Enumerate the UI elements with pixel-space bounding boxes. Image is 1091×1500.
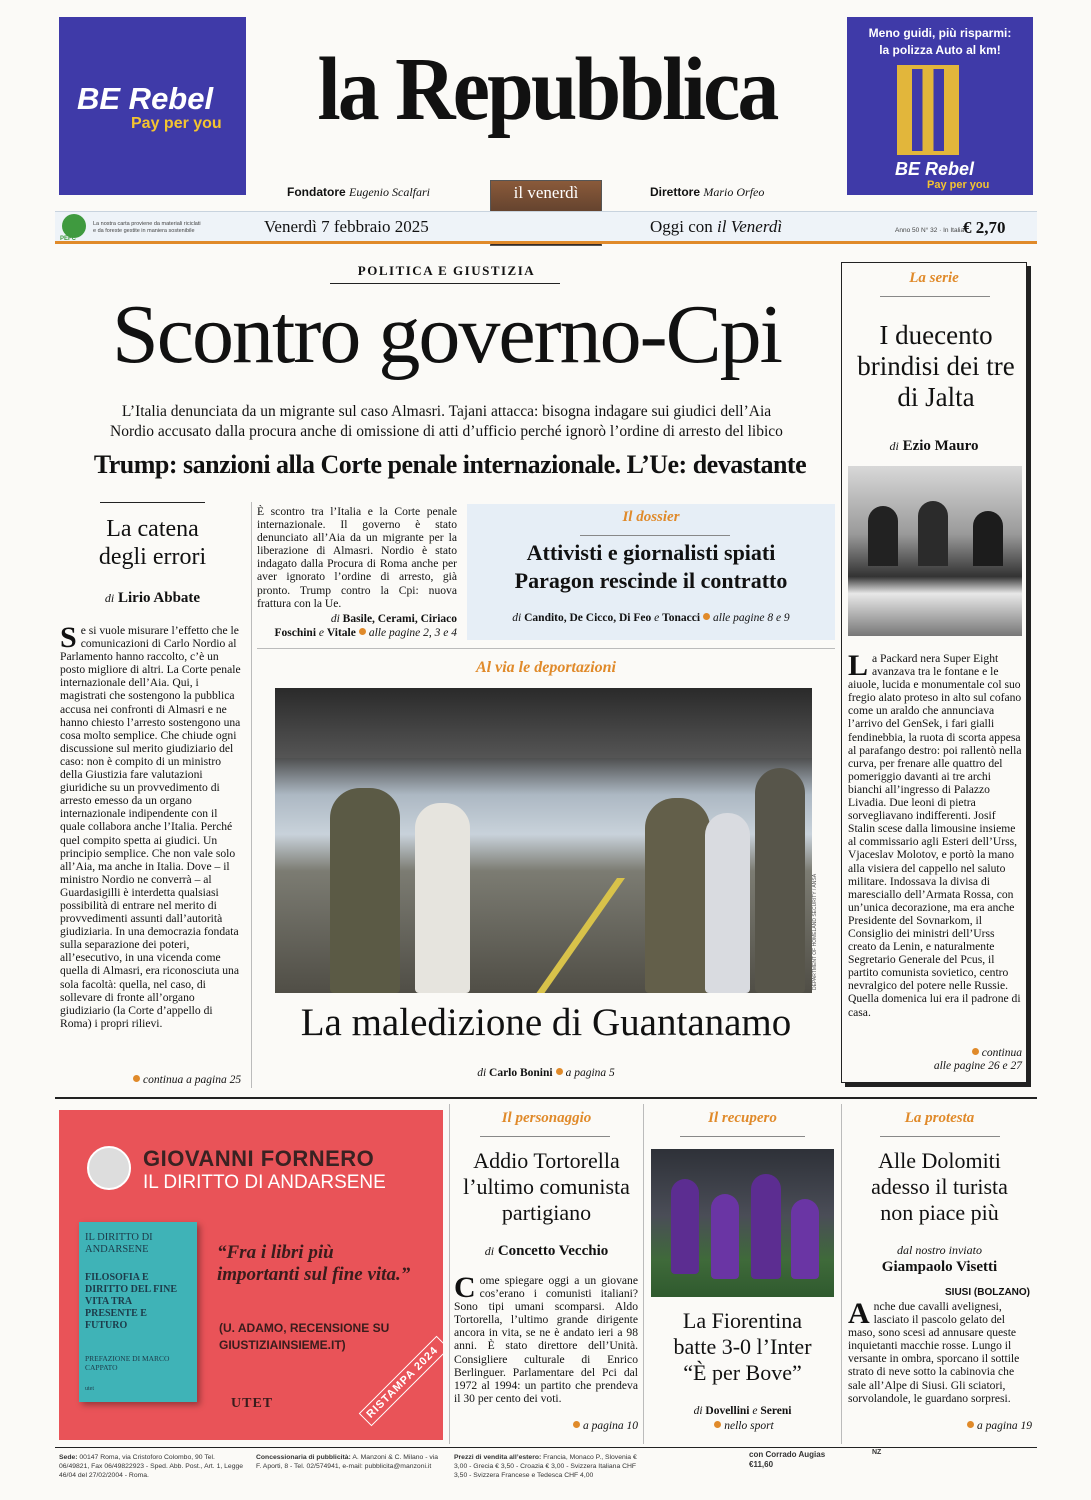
ad-right-line2: la polizza Auto al km! [879,43,1001,57]
book-cover-title: IL DIRITTO DI ANDARSENE [85,1232,153,1255]
book-cover-subtitle: FILOSOFIA E DIRITTO DEL FINE VITA TRA PRESENTE E FUTURO [85,1272,178,1331]
dossier-rule [580,535,730,536]
serie-byline-prefix: di [889,439,899,453]
serie-body [848,649,1022,1019]
player-figure [751,1174,781,1279]
lead-byline [257,612,457,640]
lead-section-rule [330,283,560,284]
footer-combo: con Corrado Augias €11,60 [749,1450,826,1469]
plane-fuselage [275,688,812,758]
catena-continue-text: continua a pagina 25 [143,1074,242,1086]
protesta-kicker: La protesta [904,1110,975,1126]
footer-prezzi [454,1453,644,1480]
recupero-title-3[interactable]: “È per Bove” [683,1360,802,1385]
fiorentina-photo[interactable] [651,1149,834,1297]
lead-byline-prefix: di [330,613,340,625]
dossier-pages[interactable]: alle pagine 8 e 9 [713,612,790,624]
recupero-author-1: Dovellini [705,1405,750,1417]
footer-sede-label: Sede: [59,1454,78,1461]
director-label: Direttore [650,185,701,199]
deport-photo-credit: DEPARTMENT OF HOMELAND SECURITY / ANSA [812,873,818,990]
dossier-kicker: Il dossier [622,509,680,525]
recupero-pages-text: nello sport [724,1420,774,1432]
orange-dot-icon [359,628,366,635]
serie-continue-1: continua [981,1047,1022,1059]
recupero-author-2: Sereni [760,1405,792,1417]
catena-title[interactable]: La catena degli errori [98,516,207,570]
book-cover-preface: PREFAZIONE DI MARCO CAPPATO [85,1354,170,1372]
dossier-byline [467,612,835,624]
ad-right-tagline: Pay per you [927,179,990,191]
book-cover [79,1222,197,1402]
catena-top-rule [100,502,205,503]
pefc-icon [62,214,86,238]
supplement-line [650,217,782,237]
lead-byline-2b: Vitale [326,627,356,639]
catena-byline [55,590,250,607]
ad-right-brand: BE Rebel [895,159,975,179]
book-ad[interactable] [59,1110,443,1440]
pefc-label: PEFC [60,236,77,242]
personaggio-dropcap: C [454,1271,476,1304]
footer-code: NZ [872,1449,882,1456]
director-name: Mario Orfeo [703,185,765,199]
personaggio-body-text: ome spiegare oggi a un giovane cos’erano i comunisti italiani? Sono tipi umani scomparsi. Aldo Tortorella, l’ultimo grande dirigente ancora in vita, se ne è andato ieri a 98 anni. È stato direttore dell’Unità. Consigliere culturale di Enrico Berlinguer. Parlamentare del Pci dal 1972 al 1994: un partito che prendeva il 30 per cento dei voti. [454,1274,638,1405]
recupero-author-e: e [752,1405,758,1417]
orange-dot-icon [573,1421,580,1428]
deportee-figure [415,803,470,993]
dossier-authors-e: e [654,612,660,624]
catena-byline-prefix: di [104,591,115,605]
orange-dot-icon [714,1421,721,1428]
founder [287,185,430,200]
serie-body-text: a Packard nera Super Eight avanzava tra le fontane e le aiuole, lucida e monumentale col suo fregio alato proteso in alto sul cofano come un araldo che annunciava l’arrivo del GenSek, i fari gialli fendinebbia, la ruota di scorta appesa al parafango destro: poi rallentò nella curva, per frenare alle quattro del pomeriggio davanti ai tre archi bianchi all’ingresso di Palazzo Livadia. Due leoni di pietra sorvegliavano indifferenti. Josif Stalin scese dalla limousine insieme al commissario agli Esteri dell’Urss, Vjaceslav Molotov, e portò la mano alla visiera del cappello nel saluto militare. Indossava la divisa di maresciallo dell’Armata Rossa, con un’unica decorazione, ma era anche Presidente del Sovnarkom, il Consiglio dei ministri dell’Urss creato da Lenin, e naturalmente Segretario Generale del Pcus, il partito comunista sovietico, centro nevralgico del potere nelle Russie. Quella domenica lui era il padrone di casa. [848,652,1022,1019]
price: € 2,70 [963,218,1006,237]
runway-line [533,878,625,993]
player-figure [671,1179,699,1274]
player-figure [711,1194,739,1279]
protesta-author: Giampaolo Visetti [881,1259,998,1275]
soldier-figure [645,798,710,993]
deport-byline [257,1067,835,1079]
footer-prezzi-label: Prezzi di vendita all’estero: [454,1454,542,1461]
protesta-pages[interactable] [842,1420,1032,1432]
personaggio-author: Concetto Vecchio [497,1243,609,1259]
lead-body: È scontro tra l’Italia e la Corte penale internazionale. Il governo è stato denunciato all’Aia da un migrante per la liberazione di Almasri. Nordio è stato indagato dalla Procura di Roma anche per aver ignorato l’ordine di arresto, già pronto. Trump contro la Cpi: nuova frattura con la Ue. [257,505,457,610]
serie-dropcap: L [848,649,869,682]
deport-author: Carlo Bonini [489,1067,553,1079]
pefc-text: La nostra carta proviene da materiali riciclati e da foreste gestite in maniera sostenibile [93,221,201,234]
footer-prezzi-text: Francia, Monaco P., Slovenia € 3,00 - Grecia € 3,50 - Croazia € 3,00 - Svizzera Italiana CHF 3,50 - Svizzera Francese e Tedesca CHF 4,00 [454,1454,637,1479]
serie-kicker: La serie [909,270,959,286]
dossier-byline-prefix: di [512,612,522,624]
yalta-figure [918,501,948,566]
book-ad-quote: “Fra i libri più importanti sul fine vita.” [217,1242,411,1285]
deport-byline-prefix: di [477,1067,487,1079]
lead-summary-1: L’Italia denunciata da un migrante sul caso Almasri. Tajani attacca: bisogna indagare sui giudici dell’Aia [121,403,772,420]
dossier-headline-2[interactable]: Paragon rescinde il contratto [514,568,788,593]
recupero-title-2[interactable]: batte 3-0 l’Inter [673,1334,812,1359]
personaggio-pages[interactable] [450,1420,638,1432]
personaggio-body [454,1271,638,1405]
recupero-byline [644,1405,841,1417]
protesta-dateline: SIUSI (BOLZANO) [945,1287,1030,1298]
col-divider-b1 [449,1104,450,1444]
protesta-title[interactable]: Alle Dolomiti adesso il turista non piace più [871,1148,1008,1225]
deport-kicker: Al via le deportazioni [476,659,616,676]
recupero-pages[interactable] [644,1420,841,1432]
bottom-divider [55,1097,1037,1099]
book-ad-author: GIOVANNI FORNERO [143,1146,375,1171]
lead-section: POLITICA E GIUSTIZIA [357,263,536,278]
recupero-byline-prefix: di [693,1405,703,1417]
personaggio-byline-prefix: di [484,1244,495,1258]
orange-dot-icon [703,613,710,620]
footer-sede-text: 00147 Roma, via Cristoforo Colombo, 90 Tel. 06/49821, Fax 06/49822923 - Sped. Abb. Post., Art. 1, Legge 46/04 del 27/02/2004 - Roma. [59,1454,244,1479]
deport-top-rule [257,648,835,649]
protesta-body-text: nche due cavalli avelignesi, lasciato il pascolo gelato del maso, sono scesi ad annusare queste inquietanti macchie rosse. Lungo il versante in ombra, sporcano il sottile strato di neve sotto la cabinovia che sale all’Alpe di Siusi. Gli sciatori, sorvolandole, le guardano sorpresi. [848,1300,1020,1405]
catena-author: Lirio Abbate [118,590,201,606]
protesta-body [848,1297,1030,1405]
lead-pages[interactable]: alle pagine 2, 3 e 4 [368,627,457,639]
dossier-authors-last: Tonacci [662,612,701,624]
deport-pages[interactable]: a pagina 5 [565,1067,615,1079]
serie-continue-2: alle pagine 26 e 27 [933,1060,1022,1072]
col-divider-left [251,502,252,1088]
catena-body [60,621,243,1030]
recupero-rule [680,1136,805,1137]
footer-sede [59,1453,244,1480]
director [650,185,764,200]
deport-photo[interactable] [275,688,812,993]
serie-author: Ezio Mauro [902,438,979,454]
orange-dot-icon [556,1068,563,1075]
lead-summary-2: Nordio accusato dalla procura anche di omissione di atti d’ufficio perché ignorò l’ordine di arresto del libico [110,423,783,440]
issue-info: Anno 50 N° 32 · In Italia [895,227,965,234]
book-ad-publisher: UTET [231,1396,274,1411]
footer-rule [55,1447,1037,1448]
lead-headline[interactable]: Scontro governo-Cpi [112,288,781,381]
personaggio-kicker: Il personaggio [501,1110,592,1126]
serie-rule [880,296,990,297]
ad-right-berebel[interactable] [847,17,1033,195]
ad-left-brand: BE Rebel [77,81,214,116]
deport-headline[interactable]: La maledizione di Guantanamo [300,1001,792,1044]
lead-byline-1: Basile, Cerami, Ciriaco [342,613,457,625]
footer-concess-label: Concessionaria di pubblicità: [256,1454,351,1461]
soldier-figure [755,768,805,993]
soldier-figure [330,788,400,993]
serie-continue[interactable] [848,1047,1022,1073]
catena-dropcap: S [60,621,77,654]
founder-label: Fondatore [287,185,346,199]
col-divider-b2 [643,1104,644,1444]
serie-byline [841,438,1027,455]
ad-left-berebel[interactable] [59,17,246,195]
catena-continue[interactable] [130,1074,241,1086]
book-cover-publisher: utet [85,1386,94,1392]
book-ad-title: IL DIRITTO DI ANDARSENE [143,1172,386,1193]
lead-byline-2a: Foschini [274,627,317,639]
lead-subheadline[interactable]: Trump: sanzioni alla Corte penale internazionale. L’Ue: devastante [93,450,807,479]
book-ad-quote-source: (U. ADAMO, RECENSIONE SU GIUSTIZIAINSIEME.IT) [219,1321,390,1352]
footer-concess [256,1453,441,1471]
book-ad-reprint: RISTAMPA 2024 [359,1336,443,1427]
masthead-title[interactable]: la Repubblica [317,40,777,139]
supplement-cover-title: il venerdì [513,183,579,202]
footer-concess-text: A. Manzoni & C. Milano - via F. Aporti, 8 - Tel. 02/574941, e-mail: pubblicita@manzoni.it [256,1454,439,1470]
serie-title[interactable]: I duecento brindisi dei tre di Jalta [857,320,1015,412]
recupero-kicker: Il recupero [708,1110,777,1126]
dossier-headline-1[interactable]: Attivisti e giornalisti spiati [526,540,776,565]
personaggio-byline [450,1243,643,1260]
ad-left-tagline: Pay per you [131,115,222,132]
deportee-figure [705,813,750,993]
recupero-title-1[interactable]: La Fiorentina [682,1308,803,1333]
lead-byline-2e: e [318,627,325,639]
yalta-figure [868,506,898,566]
protesta-pages-text: a pagina 19 [977,1420,1032,1432]
orange-dot-icon [133,1075,140,1082]
supplement-name: il Venerdì [717,217,783,236]
supplement-prefix: Oggi con [650,217,713,236]
founder-name: Eugenio Scalfari [349,185,431,199]
catena-body-text: e si vuole misurare l’effetto che le comunicazioni di Carlo Nordio al Parlamento hanno raccolto, c’è un posto migliore di altri. La Corte penale internazionale dell’Aia. Qui, i magistrati che sostengono la pubblica accusa nei confronti di Almasri e ne hanno chiesto l’arresto sostengono una cosa molto semplice. Che chiude ogni discussione sul merito giudiziario del caso: non è compito di un ministro della Giustizia fare valutazioni giuridiche su un provvedimento di arresto emesso da un organo internazionale indipendente con il quale collabora anche l’Italia. Perché quel compito spetta ai giudici. Un principio semplice. Che non vale solo all’Aia, ma anche in Italia. Dove – il ministro Nordio ne converrà – al Guardasigilli è interdetta qualsiasi possibilità di entrare nel merito di provvedimenti assunti dall’autorità giudiziaria. In una democrazia fondata sulla separazione dei poteri, all’esecutivo, in una vicenda come quella di Almasri, era riconosciuta una sola facoltà: quella, nel caso, di sollevare di fronte all’organo giudiziario (la Corte d’appello di Roma) i propri rilievi. [60,624,241,1030]
player-figure [791,1199,819,1279]
protesta-dropcap: A [848,1297,870,1330]
orange-dot-icon [972,1048,979,1055]
orange-dot-icon [967,1421,974,1428]
yalta-figure [973,511,1003,566]
author-photo [87,1146,131,1190]
issue-date: Venerdì 7 febbraio 2025 [264,217,429,236]
protesta-byline-prefix: dal nostro inviato [897,1243,982,1257]
protesta-rule [880,1136,1000,1137]
yalta-photo[interactable] [848,466,1022,636]
personaggio-rule [480,1136,610,1137]
ad-right-line1: Meno guidi, più risparmi: [868,26,1012,40]
qr-code-icon[interactable] [897,65,959,155]
dossier-authors: Candito, De Cicco, Di Feo [524,612,652,624]
personaggio-pages-text: a pagina 10 [583,1420,638,1432]
personaggio-title[interactable]: Addio Tortorella l’ultimo comunista partigiano [463,1148,630,1225]
